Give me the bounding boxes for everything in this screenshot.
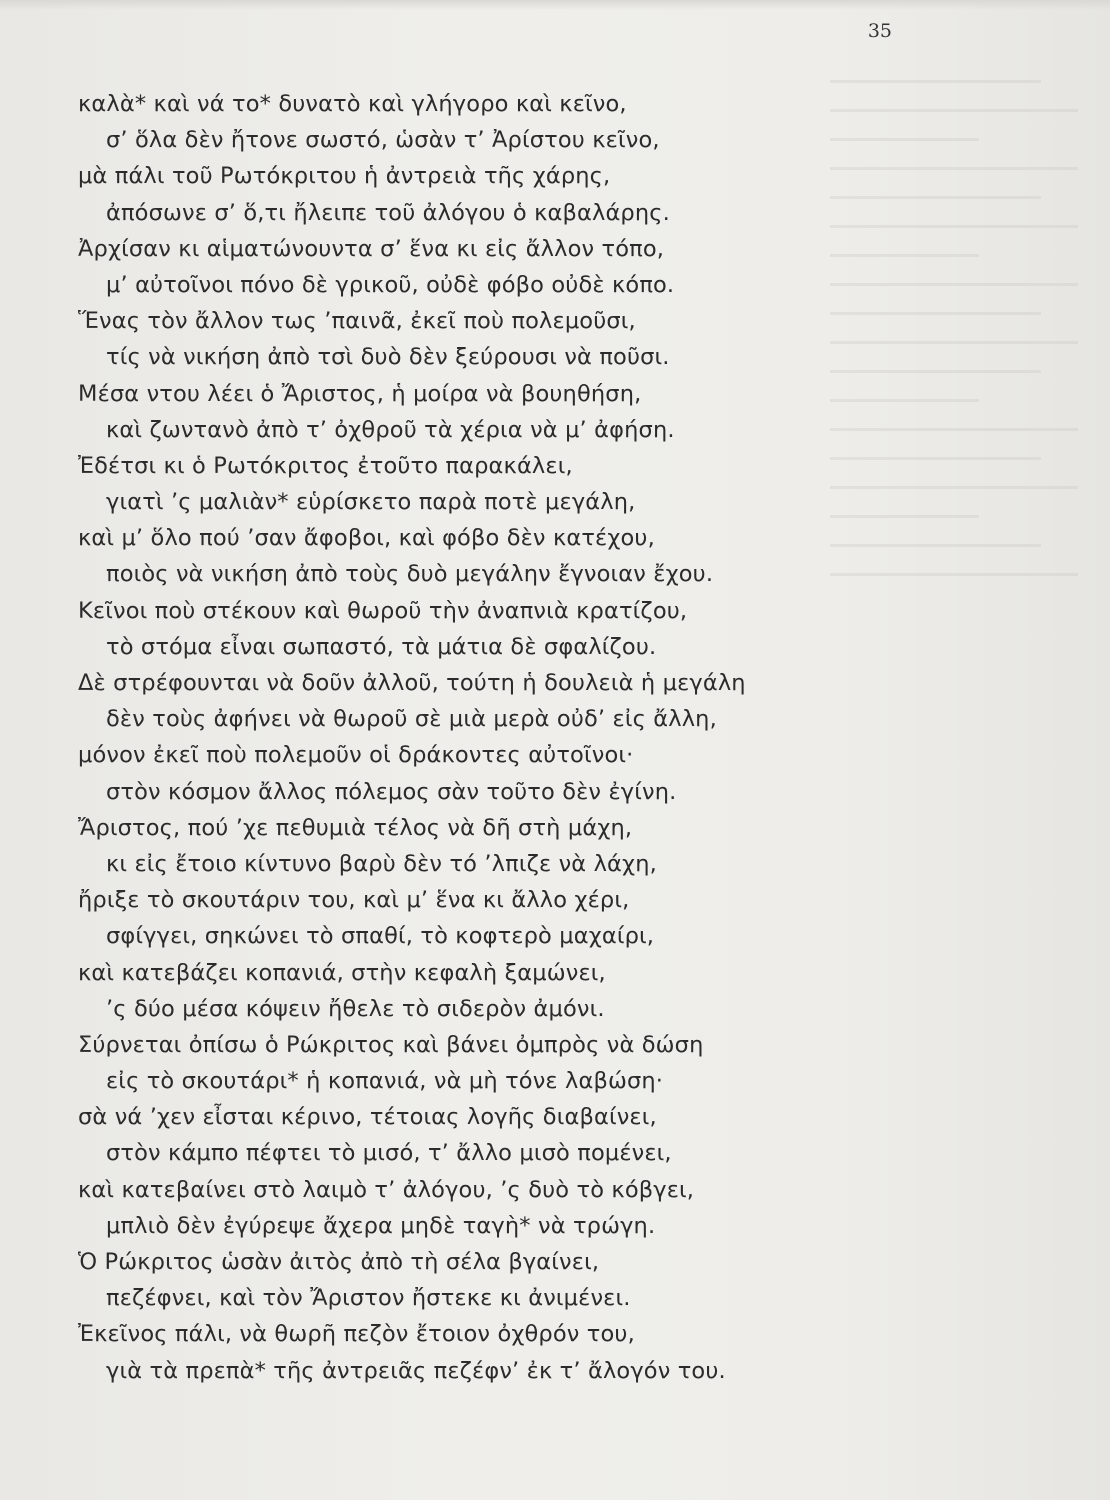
verse-line: μὰ πάλι τοῦ Ρωτόκριτου ἡ ἀντρειὰ τῆς χάρης, (78, 163, 611, 190)
page-number: 35 (867, 20, 892, 42)
verse-line: καὶ κατεβάζει κοπανιά, στὴν κεφαλὴ ξαμώνει, (78, 959, 606, 986)
verse-line: Μέσα ντου λέει ὁ Ἄριστος, ἡ μοίρα νὰ βουηθήση, (78, 380, 642, 407)
verse-line: κι εἰς ἔτοιο κίντυνο βαρὺ δὲν τό ’λπιζε νὰ λάχη, (106, 850, 657, 877)
verse-line: γιατὶ ’ς μαλιὰν* εὑρίσκετο παρὰ ποτὲ μεγάλη, (106, 489, 636, 516)
verse-line: Δὲ στρέφουνται νὰ δοῦν ἀλλοῦ, τούτη ἡ δουλειὰ ἡ μεγάλη (78, 670, 746, 696)
verse-line: μόνον ἐκεῖ ποὺ πολεμοῦν οἱ δράκοντες αὐτοῖνοι· (78, 742, 634, 769)
poem-text (78, 86, 858, 1389)
verse-line: καὶ μ’ ὅλο πού ’σαν ἄφοβοι, καὶ φόβο δὲν κατέχου, (78, 525, 655, 552)
verse-line: Σύρνεται ὀπίσω ὁ Ρώκριτος καὶ βάνει ὀμπρὸς νὰ δώση (78, 1031, 704, 1058)
verse-line: στὸν κόσμον ἄλλος πόλεμος σὰν τοῦτο δὲν ἐγίνη. (106, 778, 677, 805)
verse-line: Ἀρχίσαν κι αἱματώνουντα σ’ ἕνα κι εἰς ἄλλον τόπο, (78, 235, 665, 262)
verse-line: Ἄριστος, πού ’χε πεθυμιὰ τέλος νὰ δῆ στὴ μάχη, (78, 814, 633, 841)
verse-line: γιὰ τὰ πρεπὰ* τῆς ἀντρειᾶς πεζέφν’ ἐκ τ’ ἄλογόν του. (106, 1357, 726, 1384)
verse-line: ἀπόσωνε σ’ ὅ,τι ἤλειπε τοῦ ἀλόγου ὁ καβαλάρης. (106, 199, 670, 226)
verse-line: ποιὸς νὰ νικήση ἀπὸ τοὺς δυὸ μεγάλην ἔγνοιαν ἔχου. (106, 561, 714, 588)
verse-line: εἰς τὸ σκουτάρι* ἡ κοπανιά, νὰ μὴ τόνε λαβώση· (106, 1068, 664, 1095)
verse-line: δὲν τοὺς ἀφήνει νὰ θωροῦ σὲ μιὰ μερὰ οὐδ’ εἰς ἄλλη, (106, 706, 717, 733)
verse-line: καὶ ζωντανὸ ἀπὸ τ’ ὀχθροῦ τὰ χέρια νὰ μ’ ἀφήση. (106, 416, 675, 443)
show-through-text (830, 80, 1100, 1180)
verse-line: πεζέφνει, καὶ τὸν Ἄριστον ἤστεκε κι ἀνιμένει. (106, 1285, 631, 1312)
page-top-shadow (0, 0, 1110, 10)
verse-line: σφίγγει, σηκώνει τὸ σπαθί, τὸ κοφτερὸ μαχαίρι, (106, 923, 655, 950)
verse-line: σὰ νά ’χεν εἶσται κέρινο, τέτοιας λογῆς διαβαίνει, (78, 1104, 657, 1131)
verse-line: στὸν κάμπο πέφτει τὸ μισό, τ’ ἄλλο μισὸ πομένει, (106, 1140, 672, 1167)
verse-line: Ὁ Ρώκριτος ὡσὰν ἀιτὸς ἀπὸ τὴ σέλα βγαίνει, (78, 1249, 600, 1275)
verse-line: Ἕνας τὸν ἄλλον τως ’παινᾶ, ἐκεῖ ποὺ πολεμοῦσι, (78, 308, 636, 335)
verse-line: σ’ ὅλα δὲν ἤτονε σωστό, ὡσὰν τ’ Ἀρίστου κεῖνο, (106, 127, 660, 154)
verse-line: καὶ κατεβαίνει στὸ λαιμὸ τ’ ἀλόγου, ’ς δυὸ τὸ κόβγει, (78, 1176, 695, 1203)
verse-line: τίς νὰ νικήση ἀπὸ τσὶ δυὸ δὲν ξεύρουσι νὰ ποῦσι. (106, 344, 670, 371)
verse-line: Ἐδέτσι κι ὁ Ρωτόκριτος ἐτοῦτο παρακάλει, (78, 452, 573, 479)
verse-line: τὸ στόμα εἶναι σωπαστό, τὰ μάτια δὲ σφαλίζου. (106, 633, 657, 660)
verse-line: Ἐκεῖνος πάλι, νὰ θωρῆ πεζὸν ἔτοιον ὀχθρόν του, (78, 1321, 635, 1348)
verse-line: ἤριξε τὸ σκουτάριν του, καὶ μ’ ἕνα κι ἄλλο χέρι, (78, 887, 630, 914)
verse-line: ’ς δύο μέσα κόψειν ἤθελε τὸ σιδερὸν ἀμόνι. (106, 995, 605, 1022)
verse-line: μπλιὸ δὲν ἐγύρεψε ἄχερα μηδὲ ταγὴ* νὰ τρώγη. (106, 1212, 656, 1239)
verse-line: καλὰ* καὶ νά το* δυνατὸ καὶ γλήγορο καὶ κεῖνο, (78, 91, 627, 117)
verse-line: μ’ αὐτοῖνοι πόνο δὲ γρικοῦ, οὐδὲ φόβο οὐδὲ κόπο. (106, 271, 675, 298)
verse-line: Κεῖνοι ποὺ στέκουν καὶ θωροῦ τὴν ἀναπνιὰ κρατίζου, (78, 597, 688, 624)
